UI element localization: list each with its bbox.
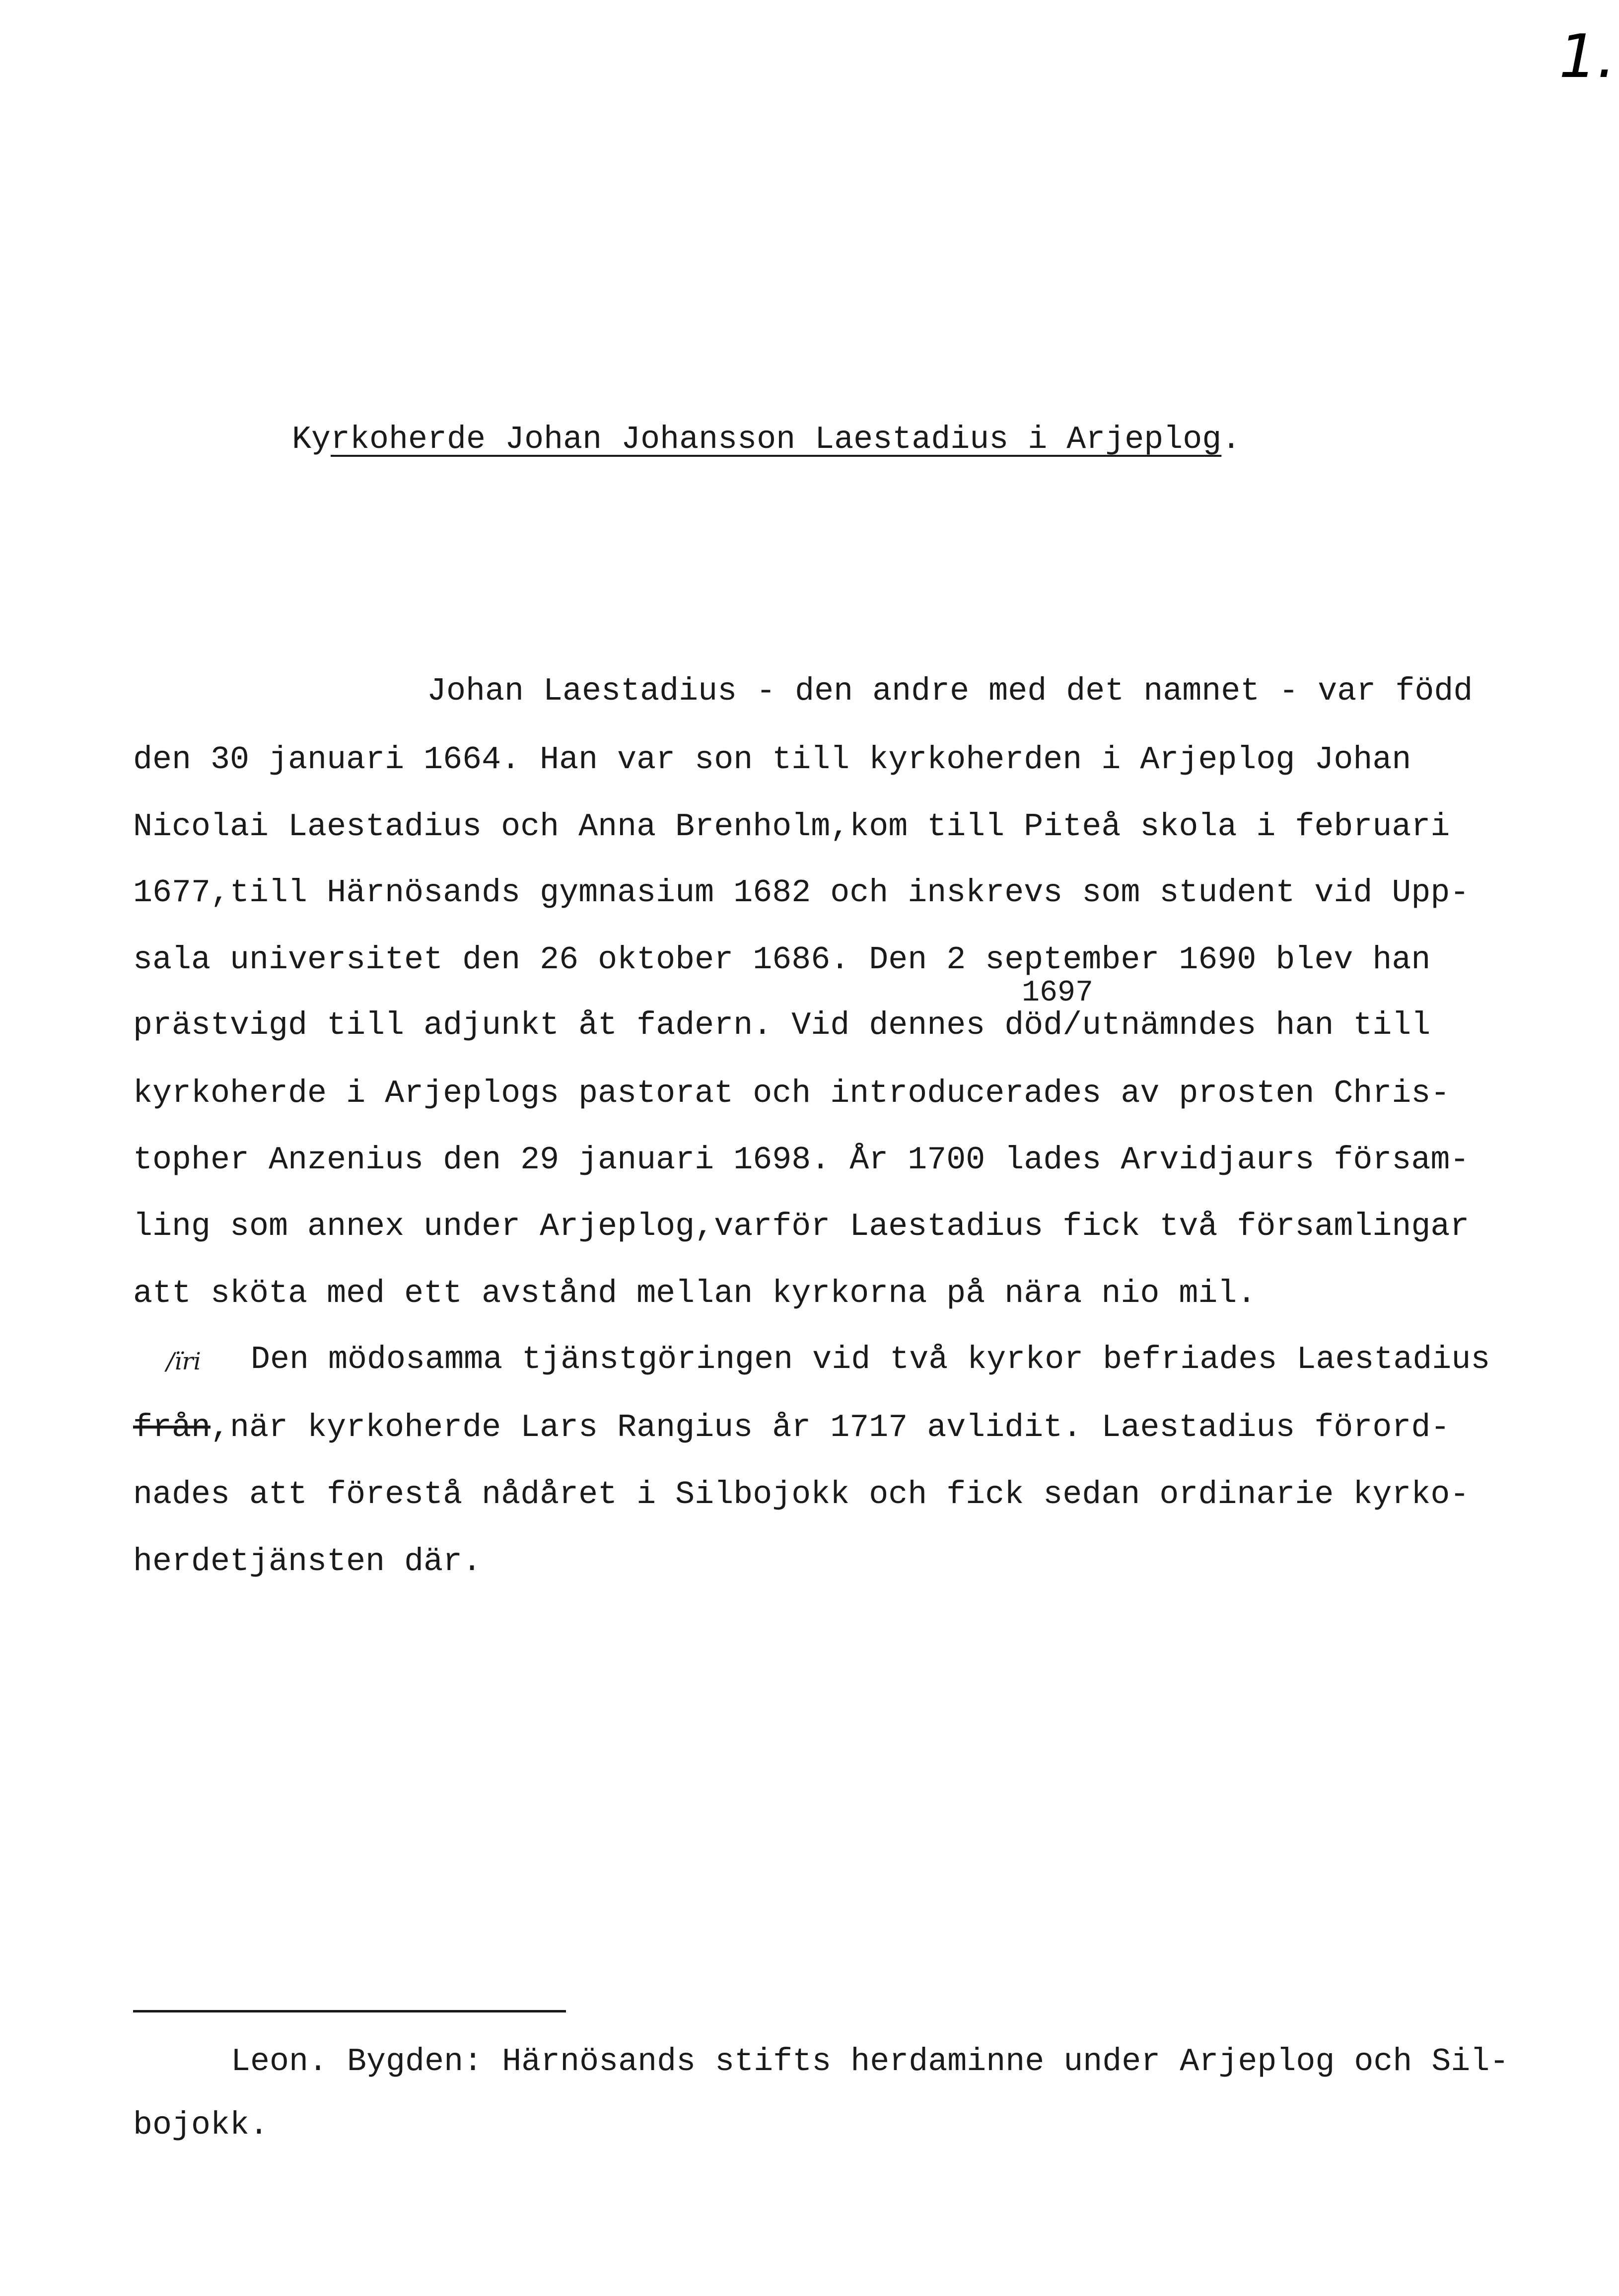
paragraph-line: topher Anzenius den 29 januari 1698. År 1700 lades Arvidjaurs försam- (133, 1142, 1470, 1178)
title-underlined-text: rkoherde Johan Johansson Laestadius i Arjeplog (331, 421, 1222, 458)
struck-out-word: från (133, 1409, 211, 1446)
paragraph-line: prästvigd till adjunkt åt fadern. Vid dennes död/utnämndes han till (133, 1007, 1431, 1044)
footnote-divider (133, 2010, 566, 2012)
paragraph-line: den 30 januari 1664. Han var son till kyrkoherden i Arjeplog Johan (133, 741, 1411, 778)
paragraph-line: att sköta med ett avstånd mellan kyrkorna på nära nio mil. (133, 1275, 1257, 1312)
paragraph-line: Johan Laestadius - den andre med det namnet - var född (427, 673, 1473, 710)
paragraph-line: 1677,till Härnösands gymnasium 1682 och inskrevs som student vid Upp- (133, 874, 1470, 911)
paragraph-line (133, 1408, 1450, 1447)
handwritten-insertion: 1697 (1022, 976, 1094, 1010)
margin-annotation: /ïri (166, 1348, 201, 1375)
paragraph-line-rest: ,när kyrkoherde Lars Rangius år 1717 avlidit. Laestadius förord- (211, 1409, 1450, 1446)
paragraph-line: nades att förestå nådåret i Silbojokk och fick sedan ordinarie kyrko- (133, 1476, 1470, 1513)
paragraph-line: Den mödosamma tjänstgöringen vid två kyrkor befriades Laestadius (251, 1341, 1490, 1378)
paragraph-line: Nicolai Laestadius och Anna Brenholm,kom till Piteå skola i februari (133, 808, 1450, 845)
footnote-line: bojokk. (133, 2107, 269, 2144)
paragraph-line: sala universitet den 26 oktober 1686. Den 2 september 1690 blev han (133, 941, 1431, 978)
footnote-line: Leon. Bygden: Härnösands stifts herdaminne under Arjeplog och Sil- (231, 2043, 1509, 2080)
paragraph-line: ling som annex under Arjeplog,varför Laestadius fick två församlingar (133, 1208, 1470, 1245)
paragraph-line: kyrkoherde i Arjeplogs pastorat och introducerades av prosten Chris- (133, 1075, 1450, 1112)
paragraph-line: herdetjänsten där. (133, 1543, 482, 1580)
document-title (292, 420, 1241, 459)
title-prefix: Ky (292, 421, 331, 458)
page-number: 1. (1559, 22, 1616, 91)
title-suffix: . (1221, 421, 1241, 458)
